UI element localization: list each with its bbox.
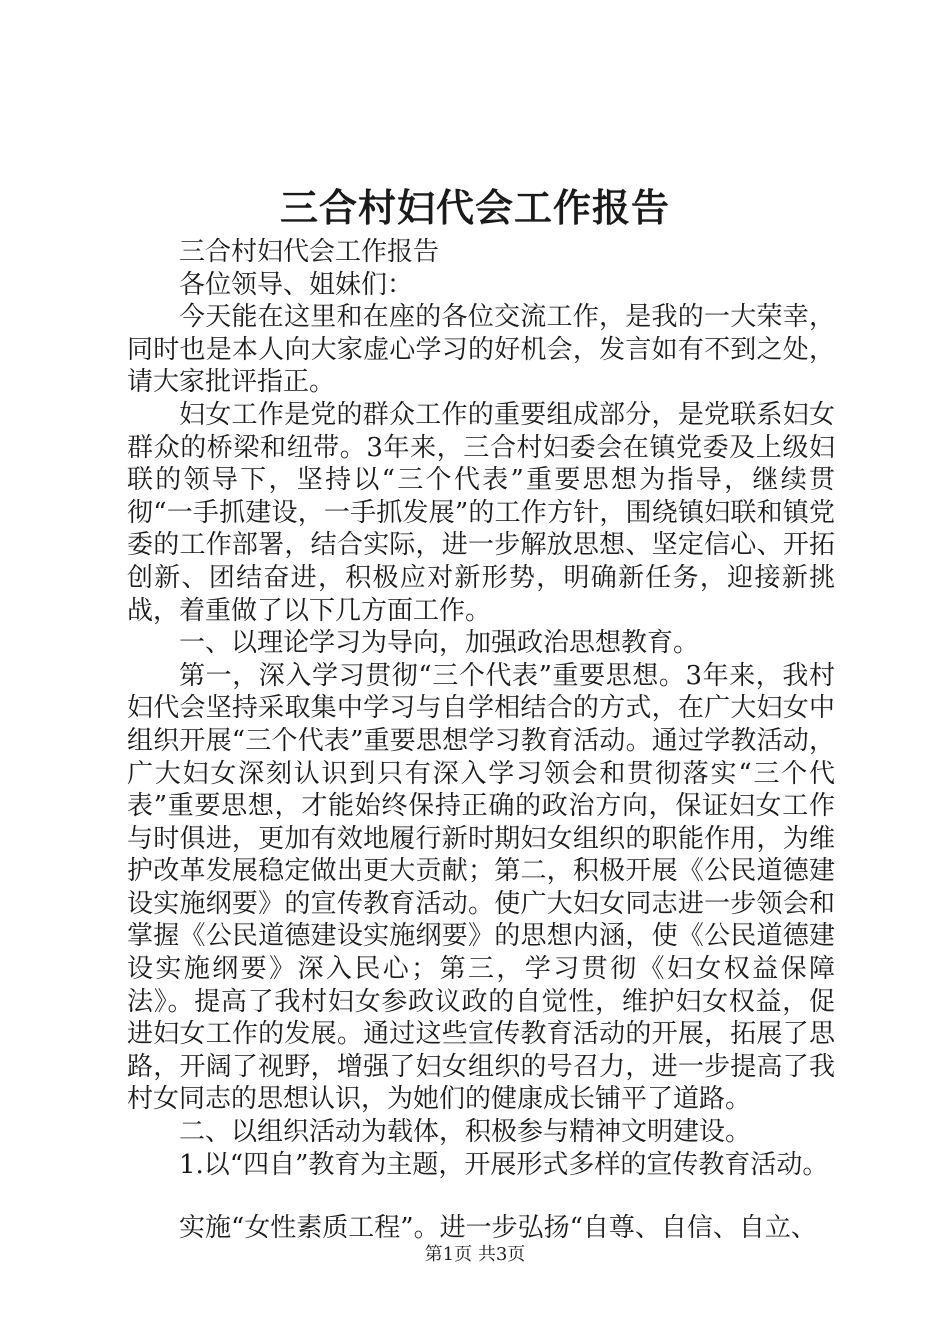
paragraph-salutation: 各位领导、姐妹们： [179, 269, 414, 300]
document-title: 三合村妇代会工作报告 [279, 185, 670, 230]
section-heading-1: 一、以理论学习为导向，加强政治思想教育。 [179, 628, 700, 659]
section-heading-2: 二、以组织活动为载体，积极参与精神文明建设。 [179, 1117, 752, 1148]
subsection-heading-1: 1.以“四自”教育为主题，开展形式多样的宣传教育活动。 [179, 1149, 829, 1180]
document-body [127, 236, 835, 1245]
paragraph-section-2: 实施“女性素质工程”。进一步弘扬“自尊、自信、自立、 [179, 1213, 817, 1244]
paragraph-intro: 今天能在这里和在座的各位交流工作，是我的一大荣幸，同时也是本人向大家虚心学习的好机会，发言如有不到之处，请大家批评指正。 [127, 302, 835, 398]
page-footer: 第1页 共3页 [424, 1244, 526, 1265]
paragraph-section-1: 第一，深入学习贯彻“三个代表”重要思想。3年来，我村妇代会坚持采取集中学习与自学相结合的方式，在广大妇女中组织开展“三个代表”重要思想学习教育活动。通过学教活动，广大妇女深刻认识到只有深入学习领会和贯彻落实“三个代表”重要思想，才能始终保持正确的政治方向，保证妇女工作与时俱进，更加有效地履行新时期妇女组织的职能作用，为维护改革发展稳定做出更大贡献；第二，积极开展《公民道德建设实施纲要》的宣传教育活动。使广大妇女同志进一步领会和掌握《公民道德建设实施纲要》的思想内涵，使《公民道德建设实施纲要》深入民心；第三，学习贯彻《妇女权益保障法》。提高了我村妇女参政议政的自觉性，维护妇女权益，促进妇女工作的发展。通过这些宣传教育活动的开展，拓展了思路，开阔了视野，增强了妇女组织的号召力，进一步提高了我村女同志的思想认识，为她们的健康成长铺平了道路。 [127, 660, 835, 1115]
paragraph-overview: 妇女工作是党的群众工作的重要组成部分，是党联系妇女群众的桥梁和纽带。3年来，三合村妇委会在镇党委及上级妇联的领导下，坚持以“三个代表”重要思想为指导，继续贯彻“一手抓建设，一手抓发展”的工作方针，围绕镇妇联和镇党委的工作部署，结合实际，进一步解放思想、坚定信心、开拓创新、团结奋进，积极应对新形势，明确新任务，迎接新挑战，着重做了以下几方面工作。 [127, 399, 835, 626]
paragraph-heading-repeat: 三合村妇代会工作报告 [179, 237, 440, 267]
